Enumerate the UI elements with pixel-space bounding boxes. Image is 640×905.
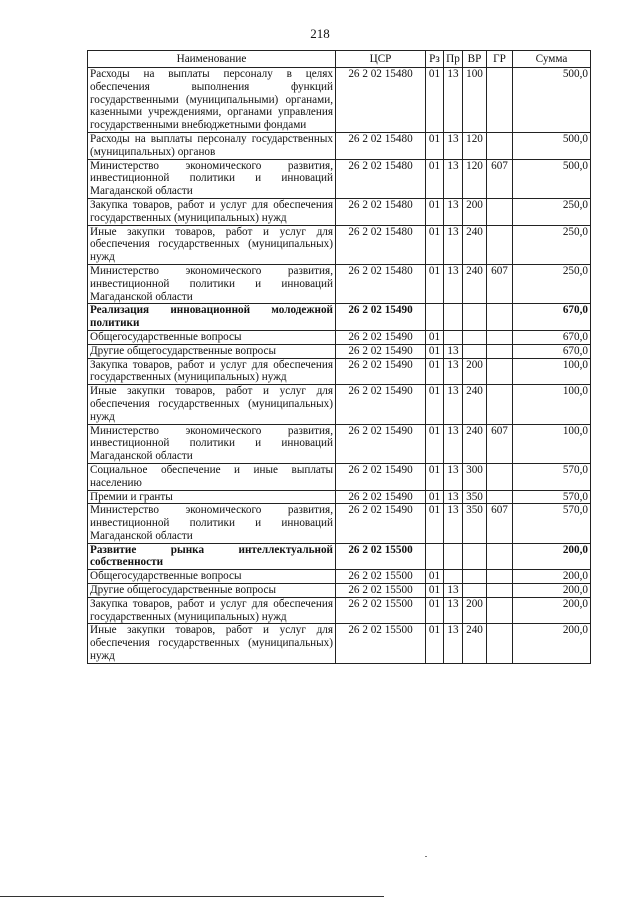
cell-pr: 13 (444, 198, 463, 225)
cell-name: Иные закупки товаров, работ и услуг для обеспечения государственных (муниципальных) нужд (88, 385, 336, 424)
table-row (88, 543, 591, 570)
cell-pr: 13 (444, 463, 463, 490)
cell-vr (463, 570, 487, 584)
cell-gr (487, 68, 513, 133)
cell-gr: 607 (487, 264, 513, 303)
cell-vr: 240 (463, 385, 487, 424)
cell-csr: 26 2 02 15500 (336, 624, 426, 663)
cell-sum: 570,0 (513, 504, 591, 543)
cell-name: Расходы на выплаты персоналу государственных (муниципальных) органов (88, 132, 336, 159)
cell-rz: 01 (426, 424, 444, 463)
cell-pr: 13 (444, 68, 463, 133)
cell-csr: 26 2 02 15480 (336, 264, 426, 303)
cell-gr (487, 385, 513, 424)
cell-vr: 120 (463, 159, 487, 198)
cell-pr: 13 (444, 225, 463, 264)
cell-name: Общегосударственные вопросы (88, 330, 336, 344)
table-row (88, 463, 591, 490)
cell-pr (444, 570, 463, 584)
cell-gr (487, 304, 513, 331)
cell-vr: 240 (463, 424, 487, 463)
cell-csr: 26 2 02 15490 (336, 385, 426, 424)
cell-sum: 500,0 (513, 132, 591, 159)
cell-gr (487, 543, 513, 570)
cell-vr: 120 (463, 132, 487, 159)
cell-sum: 200,0 (513, 584, 591, 598)
cell-name: Закупка товаров, работ и услуг для обеспечения государственных (муниципальных) нужд (88, 358, 336, 385)
cell-vr: 200 (463, 198, 487, 225)
cell-vr: 240 (463, 264, 487, 303)
cell-gr (487, 570, 513, 584)
cell-rz: 01 (426, 584, 444, 598)
cell-csr: 26 2 02 15490 (336, 344, 426, 358)
cell-rz: 01 (426, 264, 444, 303)
cell-pr: 13 (444, 584, 463, 598)
cell-sum: 500,0 (513, 159, 591, 198)
cell-sum: 250,0 (513, 225, 591, 264)
cell-rz: 01 (426, 159, 444, 198)
cell-csr: 26 2 02 15490 (336, 463, 426, 490)
table-row (88, 264, 591, 303)
cell-sum: 250,0 (513, 264, 591, 303)
cell-vr (463, 344, 487, 358)
scan-mark (425, 856, 427, 857)
cell-pr (444, 330, 463, 344)
cell-sum: 570,0 (513, 490, 591, 504)
cell-name: Другие общегосударственные вопросы (88, 344, 336, 358)
table-row (88, 597, 591, 624)
budget-table (87, 50, 591, 664)
cell-gr: 607 (487, 159, 513, 198)
cell-pr: 13 (444, 597, 463, 624)
cell-rz: 01 (426, 624, 444, 663)
cell-sum: 200,0 (513, 597, 591, 624)
cell-name: Министерство экономического развития, инвестиционной политики и инноваций Магаданской области (88, 424, 336, 463)
table-row (88, 504, 591, 543)
header-gr: ГР (487, 51, 513, 68)
cell-csr: 26 2 02 15500 (336, 543, 426, 570)
cell-name: Иные закупки товаров, работ и услуг для обеспечения государственных (муниципальных) нужд (88, 624, 336, 663)
cell-csr: 26 2 02 15480 (336, 159, 426, 198)
table-row (88, 570, 591, 584)
header-pr: Пр (444, 51, 463, 68)
cell-vr: 240 (463, 624, 487, 663)
cell-gr (487, 597, 513, 624)
header-sum: Сумма (513, 51, 591, 68)
cell-name: Развитие рынка интеллектуальной собственности (88, 543, 336, 570)
cell-vr: 350 (463, 490, 487, 504)
cell-gr (487, 584, 513, 598)
cell-vr (463, 543, 487, 570)
cell-pr: 13 (444, 159, 463, 198)
cell-name: Иные закупки товаров, работ и услуг для обеспечения государственных (муниципальных) нужд (88, 225, 336, 264)
cell-sum: 200,0 (513, 624, 591, 663)
table-row (88, 358, 591, 385)
cell-rz: 01 (426, 344, 444, 358)
footer-rule (0, 896, 384, 897)
cell-gr (487, 330, 513, 344)
table-row (88, 584, 591, 598)
table-row (88, 424, 591, 463)
cell-csr: 26 2 02 15490 (336, 424, 426, 463)
cell-vr: 350 (463, 504, 487, 543)
cell-gr (487, 225, 513, 264)
cell-sum: 250,0 (513, 198, 591, 225)
cell-pr: 13 (444, 264, 463, 303)
table-header-row (88, 51, 591, 68)
cell-gr (487, 344, 513, 358)
cell-rz: 01 (426, 358, 444, 385)
cell-sum: 670,0 (513, 330, 591, 344)
cell-csr: 26 2 02 15490 (336, 358, 426, 385)
cell-pr (444, 543, 463, 570)
header-rz: Рз (426, 51, 444, 68)
cell-csr: 26 2 02 15500 (336, 597, 426, 624)
cell-sum: 670,0 (513, 344, 591, 358)
cell-csr: 26 2 02 15500 (336, 570, 426, 584)
cell-name: Министерство экономического развития, инвестиционной политики и инноваций Магаданской области (88, 264, 336, 303)
cell-name: Расходы на выплаты персоналу в целях обеспечения выполнения функций государственными (муниципальными) органами, казенными учреждениями, органами управления государственными внебюджетными фондами (88, 68, 336, 133)
cell-name: Социальное обеспечение и иные выплаты населению (88, 463, 336, 490)
cell-sum: 100,0 (513, 424, 591, 463)
table-row (88, 132, 591, 159)
cell-pr: 13 (444, 490, 463, 504)
table-row (88, 344, 591, 358)
cell-name: Реализация инновационной молодежной политики (88, 304, 336, 331)
cell-rz: 01 (426, 597, 444, 624)
table-row (88, 159, 591, 198)
cell-pr: 13 (444, 358, 463, 385)
cell-csr: 26 2 02 15490 (336, 304, 426, 331)
cell-sum: 100,0 (513, 358, 591, 385)
cell-vr (463, 304, 487, 331)
cell-vr (463, 330, 487, 344)
table-row (88, 385, 591, 424)
cell-name: Другие общегосударственные вопросы (88, 584, 336, 598)
cell-gr (487, 358, 513, 385)
cell-pr: 13 (444, 504, 463, 543)
cell-vr: 240 (463, 225, 487, 264)
cell-rz: 01 (426, 463, 444, 490)
table-row (88, 490, 591, 504)
cell-csr: 26 2 02 15480 (336, 198, 426, 225)
cell-name: Премии и гранты (88, 490, 336, 504)
table-row (88, 330, 591, 344)
table-row (88, 198, 591, 225)
cell-rz: 01 (426, 225, 444, 264)
header-csr: ЦСР (336, 51, 426, 68)
cell-pr (444, 304, 463, 331)
cell-csr: 26 2 02 15490 (336, 504, 426, 543)
cell-rz: 01 (426, 570, 444, 584)
cell-name: Закупка товаров, работ и услуг для обеспечения государственных (муниципальных) нужд (88, 597, 336, 624)
cell-gr: 607 (487, 504, 513, 543)
cell-rz: 01 (426, 385, 444, 424)
cell-gr (487, 198, 513, 225)
cell-name: Общегосударственные вопросы (88, 570, 336, 584)
table-row (88, 68, 591, 133)
cell-pr: 13 (444, 385, 463, 424)
cell-sum: 200,0 (513, 543, 591, 570)
cell-vr: 200 (463, 597, 487, 624)
cell-gr (487, 132, 513, 159)
cell-rz: 01 (426, 198, 444, 225)
cell-gr (487, 490, 513, 504)
cell-vr: 200 (463, 358, 487, 385)
cell-gr: 607 (487, 424, 513, 463)
cell-sum: 500,0 (513, 68, 591, 133)
header-name: Наименование (88, 51, 336, 68)
cell-pr: 13 (444, 424, 463, 463)
cell-name: Закупка товаров, работ и услуг для обеспечения государственных (муниципальных) нужд (88, 198, 336, 225)
cell-sum: 670,0 (513, 304, 591, 331)
table-row (88, 304, 591, 331)
cell-rz (426, 543, 444, 570)
cell-name: Министерство экономического развития, инвестиционной политики и инноваций Магаданской области (88, 159, 336, 198)
page-number: 218 (310, 26, 330, 41)
header-vr: ВР (463, 51, 487, 68)
cell-csr: 26 2 02 15490 (336, 490, 426, 504)
cell-rz: 01 (426, 504, 444, 543)
cell-rz: 01 (426, 132, 444, 159)
cell-vr (463, 584, 487, 598)
cell-sum: 100,0 (513, 385, 591, 424)
cell-rz: 01 (426, 330, 444, 344)
table-row (88, 225, 591, 264)
cell-csr: 26 2 02 15480 (336, 68, 426, 133)
cell-name: Министерство экономического развития, инвестиционной политики и инноваций Магаданской области (88, 504, 336, 543)
cell-rz (426, 304, 444, 331)
cell-sum: 570,0 (513, 463, 591, 490)
cell-gr (487, 463, 513, 490)
cell-sum: 200,0 (513, 570, 591, 584)
cell-rz: 01 (426, 490, 444, 504)
table-row (88, 624, 591, 663)
cell-csr: 26 2 02 15480 (336, 132, 426, 159)
cell-csr: 26 2 02 15480 (336, 225, 426, 264)
cell-pr: 13 (444, 132, 463, 159)
cell-pr: 13 (444, 344, 463, 358)
cell-csr: 26 2 02 15500 (336, 584, 426, 598)
cell-gr (487, 624, 513, 663)
cell-pr: 13 (444, 624, 463, 663)
cell-vr: 100 (463, 68, 487, 133)
cell-vr: 300 (463, 463, 487, 490)
cell-rz: 01 (426, 68, 444, 133)
cell-csr: 26 2 02 15490 (336, 330, 426, 344)
